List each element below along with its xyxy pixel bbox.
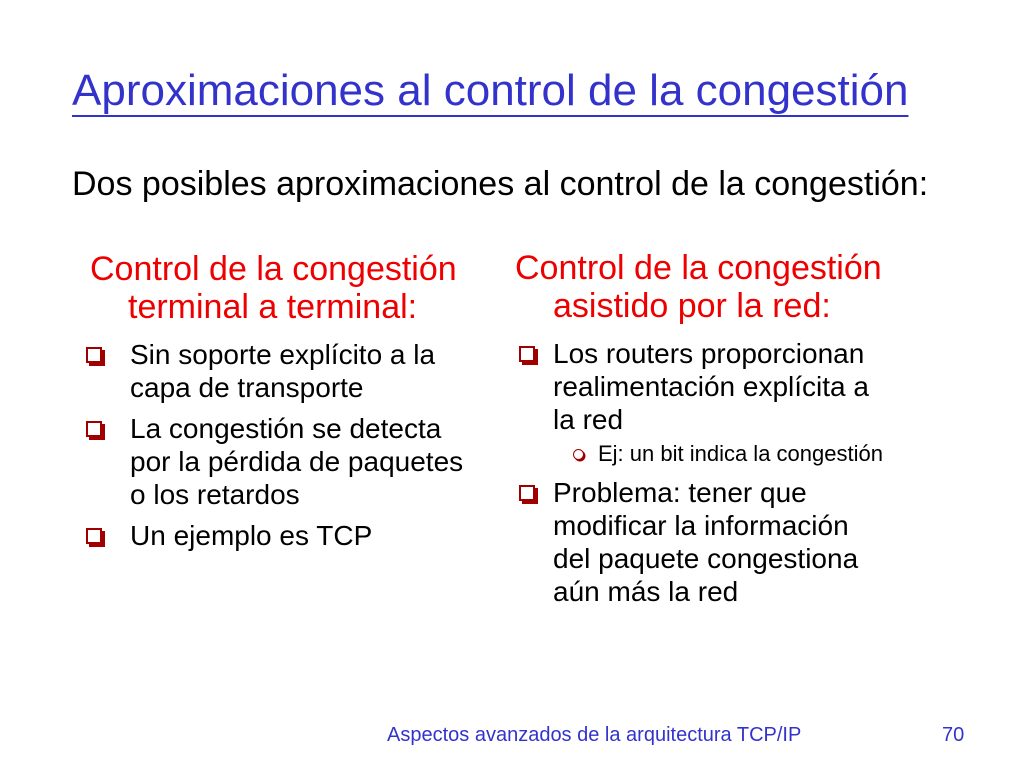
- bullet-item: [553, 476, 913, 608]
- sub-bullet-text: Ej: un bit indica la congestión: [598, 441, 883, 466]
- sub-bullet-item: [598, 440, 913, 468]
- square-bullet-icon: [519, 485, 535, 501]
- right-bullet-list: [553, 337, 913, 608]
- bullet-text: Sin soporte explícito a la capa de transporte: [130, 339, 436, 403]
- square-bullet-icon: [86, 347, 102, 363]
- square-bullet-icon: [519, 346, 535, 362]
- circle-bullet-icon: [573, 449, 584, 460]
- slide-title: Aproximaciones al control de la congestión: [72, 66, 909, 115]
- bullet-item: [130, 519, 500, 552]
- slide-subtitle: Dos posibles aproximaciones al control de la congestión:: [72, 165, 929, 203]
- bullet-text: Problema: tener que modificar la información del paquete congestiona aún más la red: [553, 477, 859, 607]
- bullet-item: [130, 338, 500, 404]
- bullet-text: Los routers proporcionan realimentación explícita a la red: [553, 338, 869, 435]
- left-column-heading: Control de la congestión terminal a terminal:: [90, 250, 457, 326]
- bullet-item: [130, 412, 500, 511]
- square-bullet-icon: [86, 421, 102, 437]
- left-bullet-list: [130, 338, 500, 552]
- bullet-text: La congestión se detecta por la pérdida de paquetes o los retardos: [130, 413, 464, 510]
- bullet-text: Un ejemplo es TCP: [130, 520, 373, 551]
- page-number: 70: [942, 724, 965, 746]
- bullet-item: [553, 337, 913, 468]
- right-column-heading: Control de la congestión asistido por la red:: [515, 249, 882, 325]
- square-bullet-icon: [86, 528, 102, 544]
- footer-text: Aspectos avanzados de la arquitectura TCP/IP: [387, 724, 802, 746]
- sub-bullet-list: [553, 440, 913, 468]
